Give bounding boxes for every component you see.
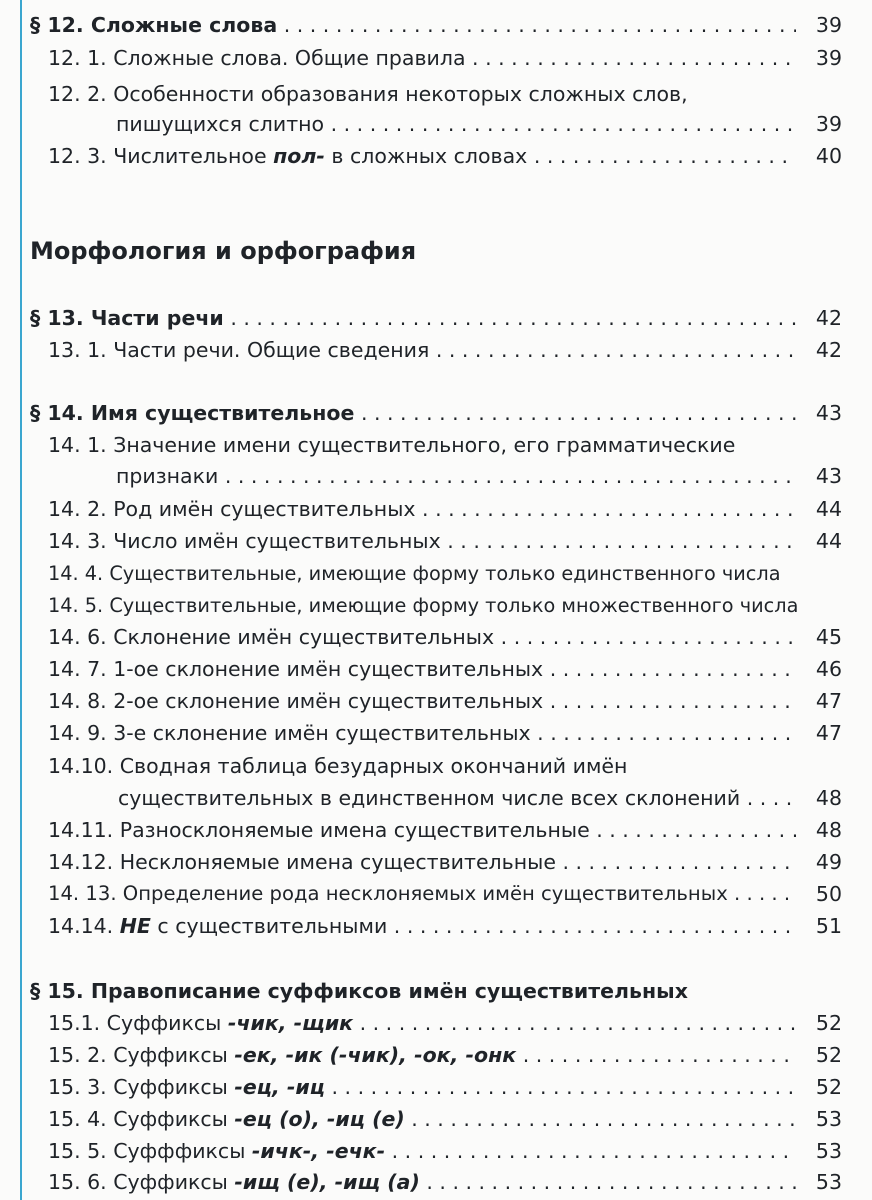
toc-page-number: 52 <box>796 1007 842 1039</box>
toc-page-number: 39 <box>796 9 842 41</box>
toc-entry-continuation: существительных в единственном числе всех склонений . . . 48 <box>0 782 872 814</box>
part-heading: Морфология и орфография <box>30 237 417 265</box>
toc-entry: 12. 3. Числительное пол- в сложных словах . . . 40 <box>0 140 872 172</box>
toc-entry: 14.11. Разносклоняемые имена существительные . . . 48 <box>0 814 872 846</box>
toc-page-number: 52 <box>796 1071 842 1103</box>
toc-section-14: § 14. Имя существительное . . . 43 <box>0 397 872 429</box>
toc-entry: 14. 13. Определение рода несклоняемых имён существительных . . . 50 <box>0 878 872 910</box>
toc-entry: 14. 4. Существительные, имеющие форму только единственного числа <box>48 562 781 585</box>
toc-entry: 15. 4. Суффиксы -ец (о), -иц (е) . . . 53 <box>0 1103 872 1135</box>
toc-entry: 15. 6. Суффиксы -ищ (е), -ищ (а) . . . 53 <box>0 1166 872 1198</box>
toc-entry: 14. 7. 1-ое склонение имён существительных . . . 46 <box>0 653 872 685</box>
toc-section-13: § 13. Части речи . . . 42 <box>0 302 872 334</box>
toc-page-number: 44 <box>796 493 842 525</box>
toc-page-number: 46 <box>796 653 842 685</box>
toc-page-number: 48 <box>796 782 842 814</box>
toc-entry: 14. 3. Число имён существительных . . . 44 <box>0 525 872 557</box>
toc-page-number: 53 <box>796 1103 842 1135</box>
toc-entry: 12. 1. Сложные слова. Общие правила . . . 39 <box>0 42 872 74</box>
toc-page-number: 53 <box>796 1166 842 1198</box>
toc-page-number: 50 <box>796 878 842 910</box>
toc-page-number: 42 <box>796 334 842 366</box>
toc-page-number: 48 <box>796 814 842 846</box>
toc-page-number: 51 <box>796 910 842 942</box>
toc-page-number: 40 <box>796 140 842 172</box>
toc-entry: 15. 5. Суфффиксы -ичк-, -ечк- . . . 53 <box>0 1135 872 1167</box>
toc-page-number: 39 <box>796 42 842 74</box>
toc-entry: 14.10. Сводная таблица безударных окончаний имён <box>48 754 628 778</box>
toc-entry: 14.14. НЕ с существительными . . . 51 <box>0 910 872 942</box>
toc-entry-continuation: пишущихся слитно . . . 39 <box>0 108 872 140</box>
toc-page-number: 49 <box>796 846 842 878</box>
toc-entry: 15. 3. Суффиксы -ец, -иц . . . 52 <box>0 1071 872 1103</box>
toc-page-number: 43 <box>796 460 842 492</box>
toc-page-number: 47 <box>796 685 842 717</box>
toc-entry: 14. 8. 2-ое склонение имён существительных . . . 47 <box>0 685 872 717</box>
toc-page-number: 43 <box>796 397 842 429</box>
toc-entry: 14. 2. Род имён существительных . . . 44 <box>0 493 872 525</box>
toc-page-number: 39 <box>796 108 842 140</box>
toc-page-number: 44 <box>796 525 842 557</box>
toc-page-number: 53 <box>796 1135 842 1167</box>
toc-entry: 15.1. Суффиксы -чик, -щик . . . 52 <box>0 1007 872 1039</box>
toc-entry: 14.12. Несклоняемые имена существительные . . . 49 <box>0 846 872 878</box>
toc-section-12: § 12. Сложные слова . . . 39 <box>0 9 872 41</box>
toc-page-number: 42 <box>796 302 842 334</box>
toc-entry: 14. 9. 3-е склонение имён существительных . . . 47 <box>0 717 872 749</box>
toc-entry: 14. 5. Существительные, имеющие форму только множественного числа <box>48 594 799 617</box>
toc-entry: 14. 6. Склонение имён существительных . . . 45 <box>0 621 872 653</box>
toc-entry: 14. 1. Значение имени существительного, его грамматические <box>48 433 736 457</box>
toc-page-number: 45 <box>796 621 842 653</box>
toc-section-15: § 15. Правописание суффиксов имён существительных <box>30 979 688 1003</box>
toc-entry: 12. 2. Особенности образования некоторых сложных слов, <box>48 82 688 106</box>
toc-entry-continuation: признаки . . . 43 <box>0 460 872 492</box>
toc-entry: 15. 2. Суффиксы -ек, -ик (-чик), -ок, -онк . . . 52 <box>0 1039 872 1071</box>
toc-entry: 13. 1. Части речи. Общие сведения . . . 42 <box>0 334 872 366</box>
toc-page-number: 52 <box>796 1039 842 1071</box>
toc-page-number: 47 <box>796 717 842 749</box>
